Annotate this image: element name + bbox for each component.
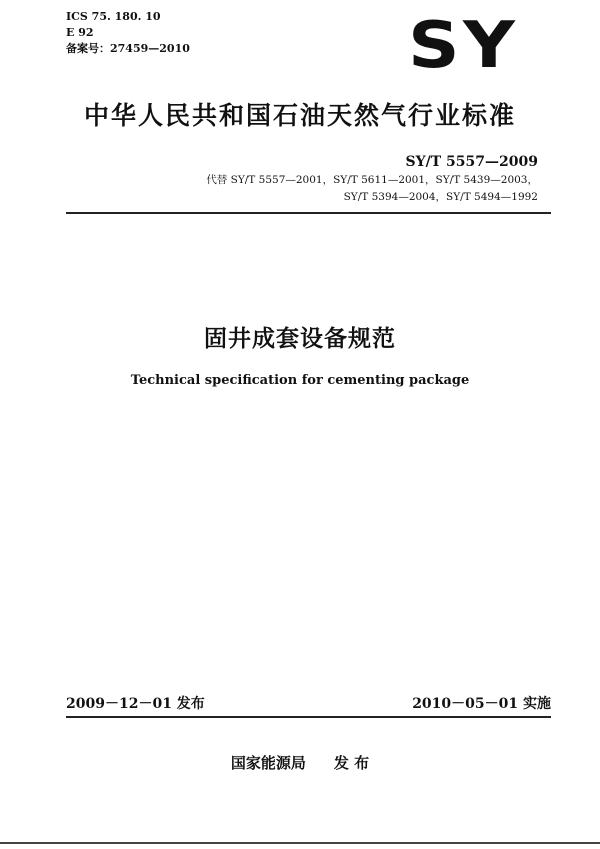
replaces-line-2: SY/T 5394—2004，SY/T 5494—1992 — [343, 191, 538, 203]
issuer-line — [0, 752, 600, 773]
meta-block — [66, 9, 190, 57]
implementation-date: 2010－05－01 实施 — [412, 696, 551, 712]
document-title-en: Technical specification for cementing package — [130, 373, 470, 388]
document-title-cn: 固井成套设备规范 — [204, 326, 396, 352]
bottom-divider — [66, 716, 551, 718]
classification-code: E 92 — [66, 26, 94, 39]
replaces-line-1: 代替 SY/T 5557—2001，SY/T 5611—2001，SY/T 5439—2003， — [206, 174, 538, 186]
issuer-action: 发 布 — [333, 754, 370, 772]
standard-code: SY/T 5557—2009 — [405, 154, 538, 170]
dates-row — [66, 693, 551, 713]
code-block — [206, 152, 538, 206]
standard-category-title: 中华人民共和国石油天然气行业标准 — [83, 101, 516, 130]
issue-date: 2009－12－01 发布 — [66, 696, 205, 712]
filing-number: 备案号：27459—2010 — [66, 42, 190, 55]
page-bottom-edge — [0, 842, 600, 844]
sy-logo: SY — [408, 9, 519, 83]
issuer-name: 国家能源局 — [230, 754, 306, 772]
ics-code: ICS 75. 180. 10 — [66, 10, 161, 23]
top-divider — [66, 212, 551, 214]
